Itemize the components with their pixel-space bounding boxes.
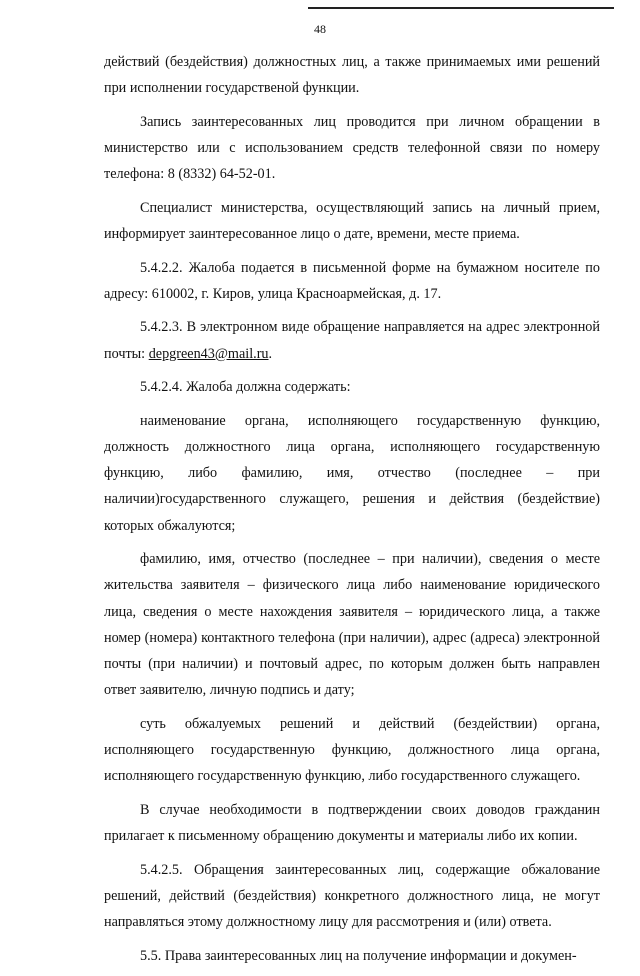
- paragraph: фамилию, имя, отчество (последнее – при наличии), сведения о месте жительства заявителя – физического лица либо наименование юридического лица, сведения о месте нахождения заявителя – юридического лица, а также номер (номера) контактного телефона (при наличии), адрес (адреса) электронной почты (при наличии) и почтовый адрес, по которым должен быть направлен ответ заявителю, личную подпись и дату;: [104, 551, 600, 699]
- paragraph: 5.4.2.5. Обращения заинтересованных лиц, содержащие обжалование решений, действий (бездействия) конкретного должностного лица, не могут направляться этому должностному лицу для рассмотрения и (или) ответа.: [104, 861, 600, 930]
- email-paragraph-suffix: .: [268, 345, 273, 362]
- email-paragraph: [104, 314, 600, 366]
- email-link[interactable]: depgreen43@mail.ru: [148, 345, 269, 362]
- paragraph: действий (бездействия) должностных лиц, а также принимаемых ими решений при исполнении государственой функции.: [104, 54, 600, 97]
- page-number: 48: [314, 22, 326, 36]
- document-body: [104, 49, 600, 976]
- paragraph: 5.4.2.4. Жалоба должна содержать:: [140, 379, 351, 396]
- paragraph: наименование органа, исполняющего государственную функцию, должность должностного лица органа, исполняющего государственную функцию, либо фамилию, имя, отчество (последнее – при наличии)государственного служащего, решения и действия (бездействие) которых обжалуются;: [104, 412, 600, 534]
- paragraph: В случае необходимости в подтверждении своих доводов гражданин прилагает к письменному обращению документы и материалы либо их копии.: [104, 801, 600, 844]
- email-paragraph-text: 5.4.2.3. В электронном виде обращение направляется на адрес электронной почты:: [104, 319, 600, 362]
- paragraph: 5.5. Права заинтересованных лиц на получение информации и докумен-: [140, 947, 577, 964]
- paragraph: суть обжалуемых решений и действий (бездействии) органа, исполняющего государственную функцию, должностного лица органа, исполняющего государственную функцию, либо государственного служащего.: [104, 715, 600, 785]
- paragraph: 5.4.2.2. Жалоба подается в письменной форме на бумажном носителе по адресу: 610002, г. Киров, улица Красноармейская, д. 17.: [104, 259, 600, 302]
- paragraph: Запись заинтересованных лиц проводится при личном обращении в министерство или с использованием средств телефонной связи по номеру телефона: 8 (8332) 64-52-01.: [104, 113, 600, 183]
- header-rule: [308, 7, 614, 9]
- paragraph: Специалист министерства, осуществляющий запись на личный прием, информирует заинтересованное лицо о дате, времени, месте приема.: [104, 199, 600, 242]
